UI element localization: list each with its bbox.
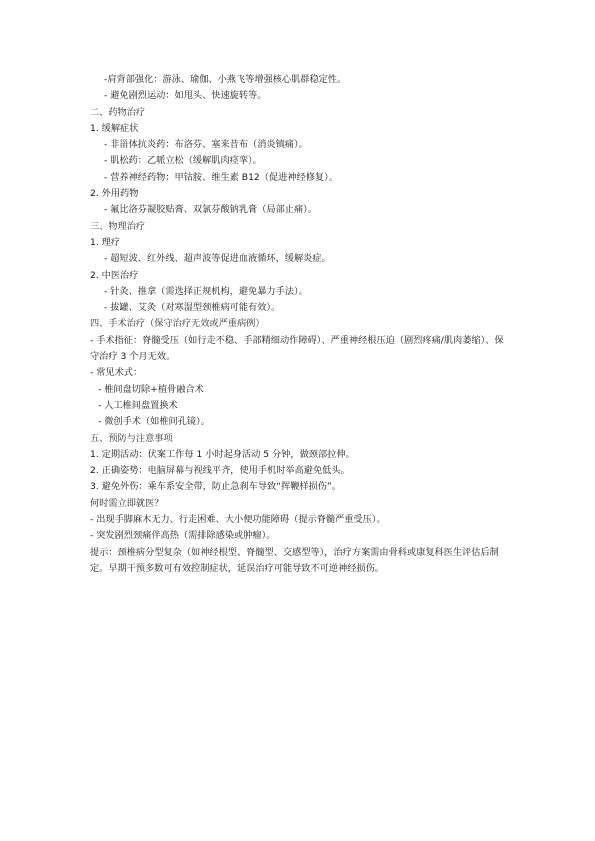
list-item: - 椎间盘切除+植骨融合术 xyxy=(98,383,204,395)
list-item: - 常见术式： xyxy=(90,367,143,379)
list-item: 2. 正确姿势：电脑屏幕与视线平齐，使用手机时举高避免低头。 xyxy=(90,465,350,477)
list-item: - 超短波、红外线、超声波等促进血液循环，缓解炎症。 xyxy=(104,253,331,265)
list-item: - 微创手术（如椎间孔镜）。 xyxy=(98,416,210,428)
subsection-heading: 1. 缓解症状 xyxy=(90,122,139,134)
list-item: 3. 避免外伤：乘车系安全带，防止急刹车导致“挥鞭样损伤”。 xyxy=(90,481,341,493)
list-item: - 氟比洛芬凝胶贴膏、双氯芬酸钠乳膏（局部止痛）。 xyxy=(104,204,317,216)
section-heading: 三、物理治疗 xyxy=(90,220,146,232)
list-item: - 出现手脚麻木无力、行走困难、大小便功能障碍（提示脊髓严重受压）。 xyxy=(90,514,386,526)
paragraph: - 手术指征：脊髓受压（如行走不稳、手部精细动作障碍）、严重神经根压迫（剧烈疼痛/肌肉萎缩）、保守治疗 3 个月无效。 xyxy=(90,334,504,363)
section-heading: 五、预防与注意事项 xyxy=(90,432,173,444)
list-item: - 非甾体抗炎药：布洛芬、塞来昔布（消炎镇痛）。 xyxy=(104,139,308,151)
section-heading: 二、药物治疗 xyxy=(90,106,146,118)
tip-paragraph: 提示：颈椎病分型复杂（如神经根型、脊髓型、交感型等），治疗方案需由骨科或康复科医生评估后制定。早期干预多数可有效控制症状，延误治疗可能导致不可逆神经损伤。 xyxy=(90,546,499,574)
document-body xyxy=(90,72,510,577)
list-item: - 拔罐、艾灸（对寒湿型颈椎病可能有效）。 xyxy=(104,302,281,314)
subsection-heading: 2. 中医治疗 xyxy=(90,269,139,281)
section-heading: 四、手术治疗（保守治疗无效或严重病例） xyxy=(90,318,265,330)
body-text-line: -肩背部强化：游泳、瑜伽、小燕飞等增强核心肌群稳定性。 xyxy=(104,74,347,85)
list-item: - 避免剧烈运动：如甩头、快速旋转等。 xyxy=(104,90,267,102)
list-item: - 突发剧烈颈痛伴高热（需排除感染或肿瘤）。 xyxy=(90,530,276,542)
subsection-heading: 2. 外用药物 xyxy=(90,188,139,200)
subsection-heading: 1. 理疗 xyxy=(90,236,121,248)
list-item: - 针灸、推拿（需选择正规机构，避免暴力手法）。 xyxy=(104,285,308,297)
list-item: 1. 定期活动：伏案工作每 1 小时起身活动 5 分钟，做颈部拉伸。 xyxy=(90,448,355,460)
list-item: - 人工椎间盘置换术 xyxy=(98,399,178,411)
list-item: - 肌松药：乙哌立松（缓解肌肉痉挛）。 xyxy=(104,155,262,167)
question-heading: 何时需立即就医？ xyxy=(90,497,164,509)
list-item: - 营养神经药物：甲钴胺、维生素 B12（促进神经修复）。 xyxy=(104,171,338,183)
